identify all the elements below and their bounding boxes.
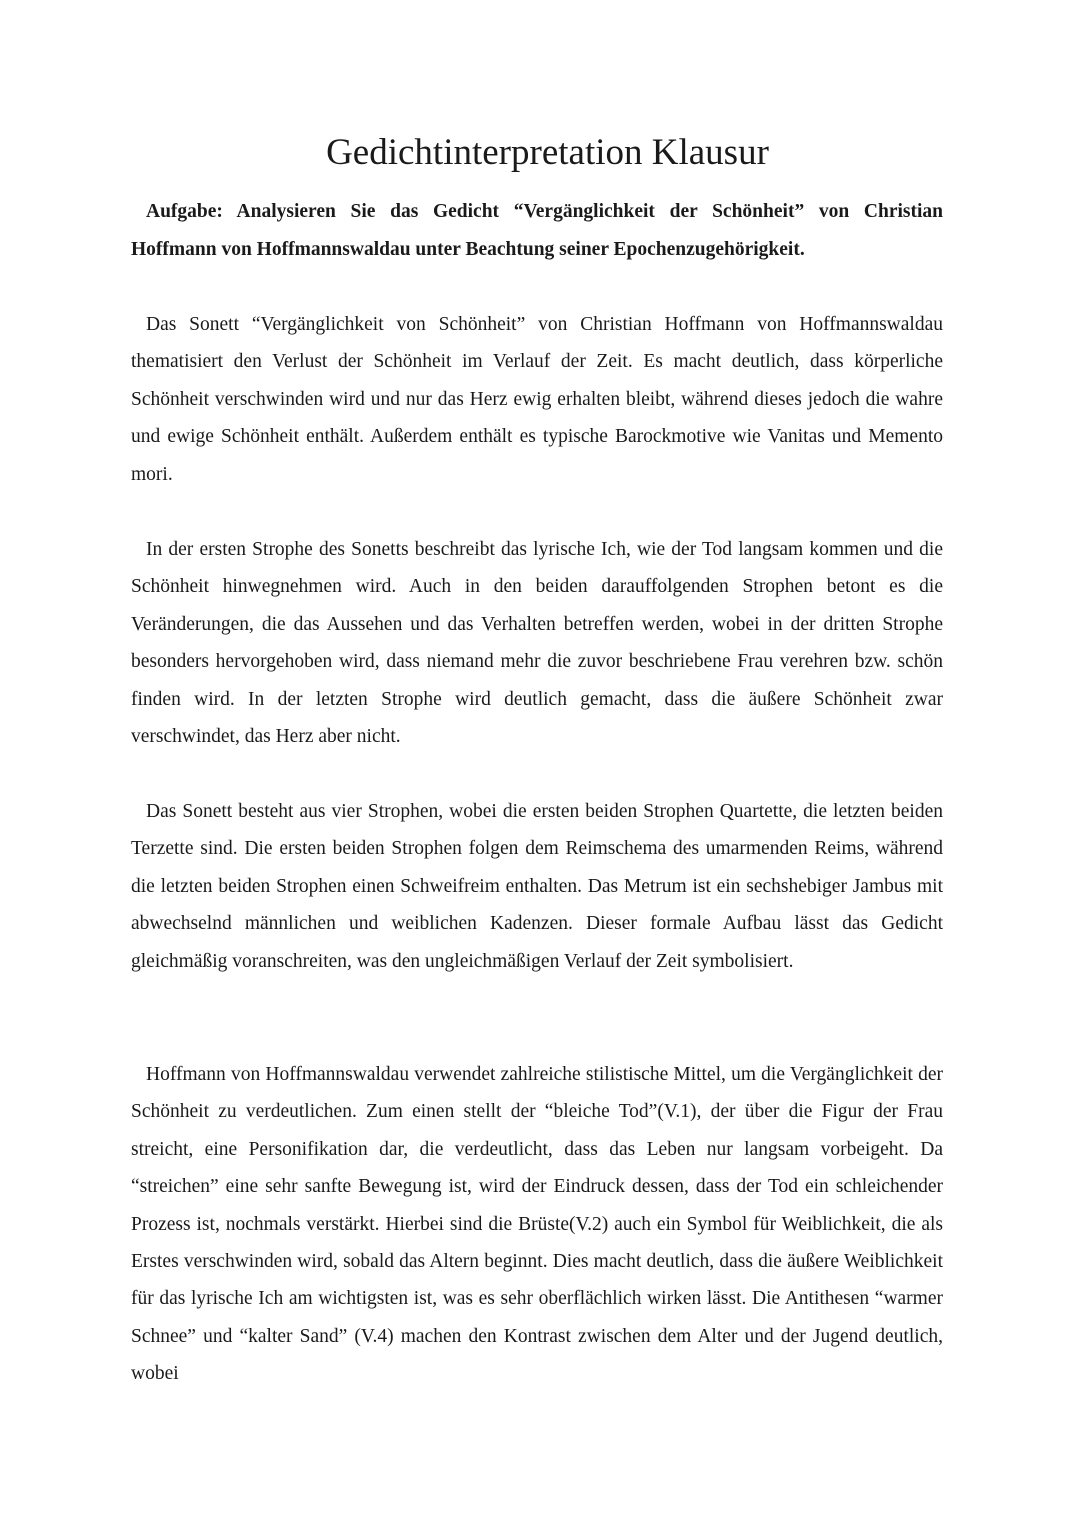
paragraph-formal-analysis: Das Sonett besteht aus vier Strophen, wobei die ersten beiden Strophen Quartette, die letzten beiden Terzette sind. Die ersten beiden Strophen folgen dem Reimschema des umarmenden Reims, während die letzten beiden Strophen einen Schweifreim enthalten. Das Metrum ist ein sechshebiger Jambus mit abwechselnd männlichen und weiblichen Kadenzen. Dieser formale Aufbau lässt das Gedicht gleichmäßig voranschreiten, was den ungleichmäßigen Verlauf der Zeit symbolisiert. (131, 801, 943, 972)
paragraph-content-summary: In der ersten Strophe des Sonetts beschreibt das lyrische Ich, wie der Tod langsam kommen und die Schönheit hinwegnehmen wird. Auch in den beiden darauffolgenden Strophen betont es die Veränderungen, die das Aussehen und das Verhalten betreffen werden, wobei in der dritten Strophe besonders hervorgehoben wird, dass niemand mehr die zuvor beschriebene Frau verehren bzw. schön finden wird. In der letzten Strophe wird deutlich gemacht, dass die äußere Schönheit zwar verschwindet, das Herz aber nicht. (131, 539, 943, 748)
task-statement: Aufgabe: Analysieren Sie das Gedicht “Vergänglichkeit der Schönheit” von Christian Hoffmann von Hoffmannswaldau unter Beachtung seiner Epochenzugehörigkeit. (131, 201, 943, 260)
paragraph-stylistic-analysis: Hoffmann von Hoffmannswaldau verwendet zahlreiche stilistische Mittel, um die Vergänglichkeit der Schönheit zu verdeutlichen. Zum einen stellt der “bleiche Tod”(V.1), der über die Figur der Frau streicht, eine Personifikation dar, die verdeutlicht, dass das Leben nur langsam vorbeigeht. Da “streichen” eine sehr sanfte Bewegung ist, wird der Eindruck dessen, dass der Tod ein schleichender Prozess ist, nochmals verstärkt. Hierbei sind die Brüste(V.2) auch ein Symbol für Weiblichkeit, die als Erstes verschwinden wird, sobald das Altern beginnt. Dies macht deutlich, dass die äußere Weiblichkeit für das lyrische Ich am wichtigsten ist, was es sehr oberflächlich wirken lässt. Die Antithesen “warmer Schnee” und “kalter Sand” (V.4) machen den Kontrast zwischen dem Alter und der Jugend deutlich, wobei (131, 1064, 943, 1385)
page-title: Gedichtinterpretation Klausur (326, 132, 769, 173)
paragraph-introduction: Das Sonett “Vergänglichkeit von Schönheit” von Christian Hoffmann von Hoffmannswaldau thematisiert den Verlust der Schönheit im Verlauf der Zeit. Es macht deutlich, dass körperliche Schönheit verschwinden wird und nur das Herz ewig erhalten bleibt, während dieses jedoch die wahre und ewige Schönheit enthält. Außerdem enthält es typische Barockmotive wie Vanitas und Memento mori. (131, 314, 943, 485)
